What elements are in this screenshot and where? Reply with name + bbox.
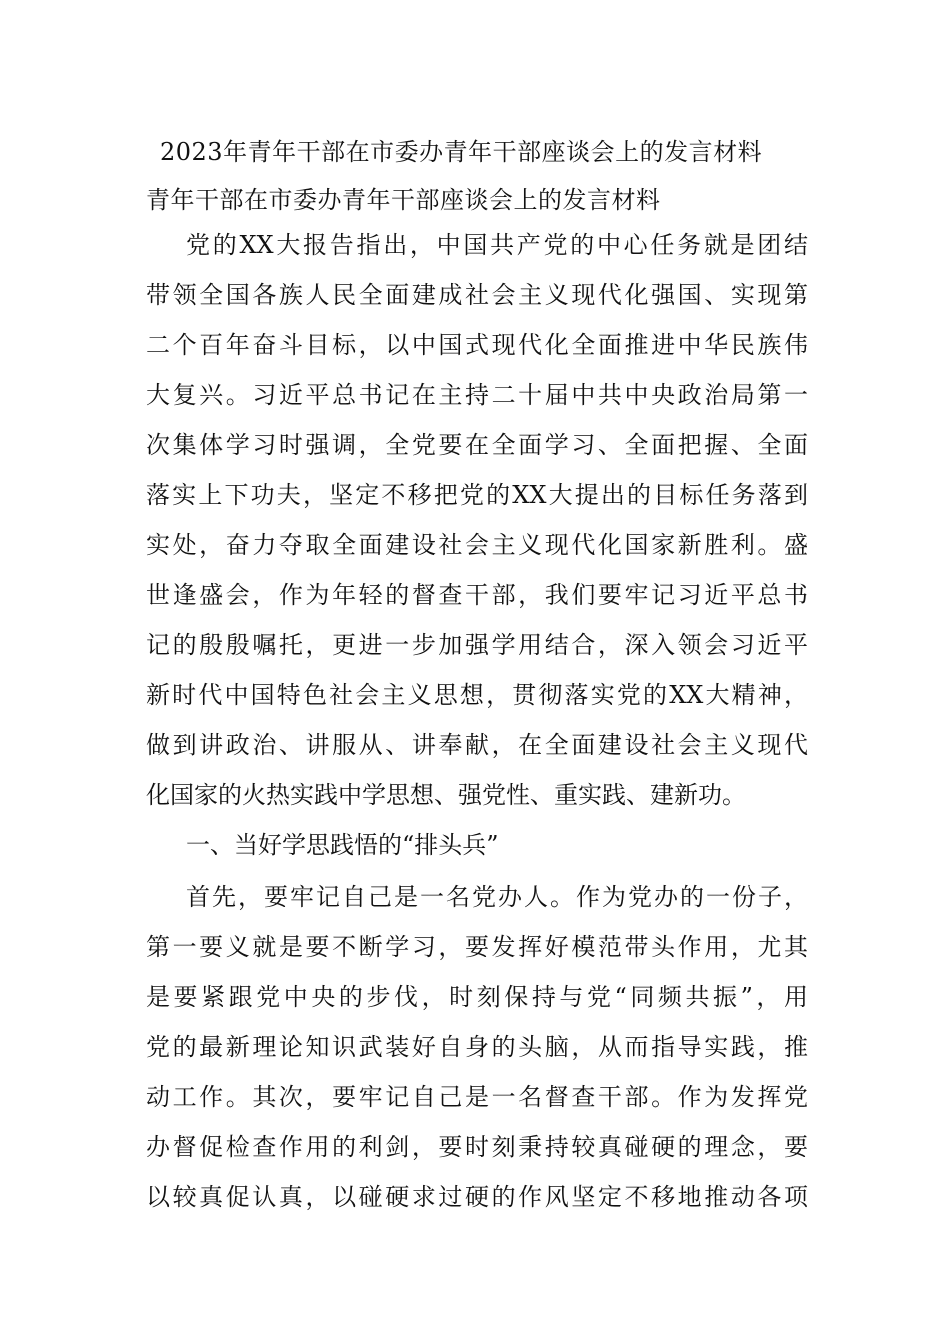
paragraph1-line: 二个百年奋斗目标，以中国式现代化全面推进中华民族伟 xyxy=(146,331,808,359)
paragraph1-line: 大复兴。习近平总书记在主持二十届中共中央政治局第一 xyxy=(146,381,808,409)
document-subtitle: 青年干部在市委办青年干部座谈会上的发言材料 xyxy=(146,186,661,214)
paragraph2-line: 以较真促认真，以碰硬求过硬的作风坚定不移地推动各项 xyxy=(146,1183,808,1211)
paragraph2-line: 党的最新理论知识武装好自身的头脑，从而指导实践，推 xyxy=(146,1033,808,1061)
paragraph1-line: 实处，奋力夺取全面建设社会主义现代化国家新胜利。盛 xyxy=(146,531,808,559)
paragraph1-line: 带领全国各族人民全面建成社会主义现代化强国、实现第 xyxy=(146,281,808,309)
paragraph1-line: 世逢盛会，作为年轻的督查干部，我们要牢记习近平总书 xyxy=(146,581,808,609)
document-title: 2023年青年干部在市委办青年干部座谈会上的发言材料 xyxy=(160,138,763,166)
paragraph2-line: 第一要义就是要不断学习，要发挥好模范带头作用，尤其 xyxy=(146,933,808,961)
paragraph1-line: 次集体学习时强调，全党要在全面学习、全面把握、全面 xyxy=(146,431,808,459)
paragraph1-line: 新时代中国特色社会主义思想，贯彻落实党的XX大精神， xyxy=(146,681,808,709)
paragraph1-line: 做到讲政治、讲服从、讲奉献，在全面建设社会主义现代 xyxy=(146,731,808,759)
paragraph1-line: 党的XX大报告指出，中国共产党的中心任务就是团结 xyxy=(186,231,808,259)
section-heading: 一、当好学思践悟的“排头兵” xyxy=(186,831,499,859)
paragraph1-line: 记的殷殷嘱托，更进一步加强学用结合，深入领会习近平 xyxy=(146,631,808,659)
paragraph2-line: 是要紧跟党中央的步伐，时刻保持与党“同频共振”，用 xyxy=(146,983,808,1011)
paragraph2-line: 办督促检查作用的利剑，要时刻秉持较真碰硬的理念，要 xyxy=(146,1133,808,1161)
paragraph2-line: 动工作。其次，要牢记自己是一名督查干部。作为发挥党 xyxy=(146,1083,808,1111)
paragraph1-line: 落实上下功夫，坚定不移把党的XX大提出的目标任务落到 xyxy=(146,481,808,509)
paragraph2-line: 首先，要牢记自己是一名党办人。作为党办的一份子， xyxy=(186,883,808,911)
paragraph1-line: 化国家的火热实践中学思想、强党性、重实践、建新功。 xyxy=(146,781,746,809)
